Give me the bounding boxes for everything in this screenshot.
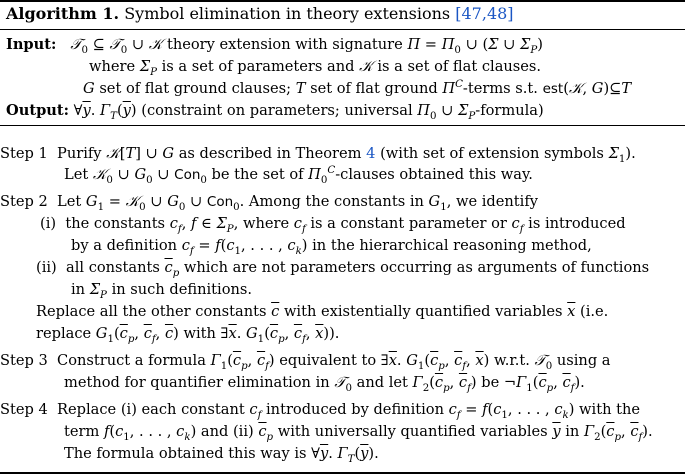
- step-2-text-b: . Among the constants in: [239, 193, 424, 210]
- step-3-text-g: be: [481, 374, 500, 391]
- step-1-text-e: Let: [64, 166, 89, 183]
- input-text-3c: -terms s.t.: [462, 80, 538, 97]
- step-4-text-c: with the: [579, 401, 641, 418]
- step-1-line-1: Step 1 Purify 𝒦[T] ∪ G as described in Theorem 4 (with set of extension symbols $\Sigma_1$).: [0, 145, 636, 165]
- step-4-text-g: in: [565, 423, 580, 440]
- step-2-replace-e: with: [183, 325, 216, 342]
- citation-48[interactable]: 48: [486, 4, 508, 23]
- cite-close: ]: [507, 4, 514, 23]
- step-2-replace-line-1: Replace all the other constants $\overline{c}$ with existentially quantified variables $\overline{x}$ (i.e.: [36, 303, 609, 320]
- input-line-2: where $\Sigma_P$ is a set of parameters and 𝒦 is a set of flat clauses.: [89, 58, 542, 78]
- input-line-3: G set of flat ground clauses; T set of flat ground $\Pi^C$-terms s.t. est(𝒦, G)⊆T: [83, 79, 632, 97]
- theorem-4-link[interactable]: 4: [366, 145, 376, 162]
- step-3-text-a: Construct a formula: [57, 352, 206, 369]
- input-text-3a: set of flat ground clauses;: [99, 80, 292, 97]
- input-text-2a: where: [89, 58, 136, 75]
- cite-open: [: [455, 4, 462, 23]
- step-2-i-line-1: (i) the constants $c_f$, f ∈ $\Sigma_P$, where $c_f$ is a constant parameter or $c_f$ is introduced: [40, 215, 626, 235]
- output-text-2: -formula): [475, 102, 544, 119]
- step-2-ii-text-c: in: [71, 281, 86, 298]
- header-rule: [0, 29, 685, 30]
- top-rule: [0, 0, 685, 2]
- input-text-2b: is a set of parameters and: [161, 58, 355, 75]
- citation-47[interactable]: 47: [461, 4, 482, 23]
- step-4-text-f: with universally quantified variables: [277, 423, 548, 440]
- step-2-replace-c: (i.e.: [580, 303, 609, 320]
- step-1-text-d: ).: [625, 145, 636, 162]
- input-text-1: theory extension with signature: [166, 36, 403, 53]
- step-2-text-a: Let: [57, 193, 82, 210]
- step-2-item-ii-marker: (ii): [36, 259, 57, 276]
- step-2-i-text-a: the constants: [65, 215, 166, 232]
- step-2-ii-line-1: (ii) all constants $\overline{c}_p$ which are not parameters occurring as arguments of functions: [36, 259, 650, 279]
- step-2-i-text-d: is introduced: [528, 215, 626, 232]
- output-label: Output:: [6, 102, 70, 119]
- step-2-ii-line-2: in $\Sigma_P$ in such definitions.: [71, 281, 253, 301]
- step-3-text-f: and let: [356, 374, 408, 391]
- input-text-3b: set of flat ground: [310, 80, 438, 97]
- step-3-text-e: method for quantifier elimination in: [64, 374, 330, 391]
- step-4-text-b: introduced by definition: [266, 401, 444, 418]
- step-1-text-a: Purify: [57, 145, 102, 162]
- step-4-text-i: The formula obtained this way is: [64, 445, 307, 462]
- step-3-text-h: .: [580, 374, 585, 391]
- step-4-text-h: .: [648, 423, 653, 440]
- step-3-text-b: equivalent to: [279, 352, 377, 369]
- step-1-text-f: be the set of: [211, 166, 304, 183]
- step-3-line-1: Step 3 Construct a formula $\Gamma_1(\overline{c}_p$, $\overline{c}_f$) equivalent to $\exists\overline{x}$. $G_1(\overline{c}_p$, $\overline{c}_f$, $\overline{x}$) w.r.t. 𝒯$_0$ using a: [0, 352, 611, 372]
- step-2-replace-a: Replace all the other constants: [36, 303, 267, 320]
- step-2-i-text-b: , where: [233, 215, 290, 232]
- output-text: (constraint on parameters; universal: [141, 102, 413, 119]
- step-1-text-g: -clauses obtained this way.: [335, 166, 533, 183]
- step-2-label: Step 2: [0, 193, 48, 210]
- input-line-1: Input: 𝒯$_0$ ⊆ 𝒯$_0$ ∪ 𝒦 theory extension with signature $\Pi = \Pi_0$ ∪ (Σ ∪ $\Sigma_P$): [6, 36, 543, 56]
- body-rule: [0, 125, 685, 126]
- step-1-text-b: as described in Theorem: [178, 145, 362, 162]
- algorithm-label: Algorithm 1.: [6, 4, 120, 23]
- step-2-i-line-2: by a definition $c_f = f(c_1$, . . . , $c_k$) in the hierarchical reasoning method,: [71, 237, 592, 257]
- step-2-line-1: Step 2 Let $G_1$ = 𝒦$_0$ ∪ $G_0$ ∪ Con$_0$. Among the constants in $G_1$, we identify: [0, 193, 538, 213]
- input-text-2c: is a set of flat clauses.: [377, 58, 542, 75]
- step-1-line-2: Let 𝒦$_0$ ∪ $G_0$ ∪ Con$_0$ be the set of $\Pi_0^C$-clauses obtained this way.: [64, 165, 533, 186]
- step-1-text-c: (with set of extension symbols: [380, 145, 604, 162]
- step-4-label: Step 4: [0, 401, 48, 418]
- step-3-text-d: using a: [556, 352, 611, 369]
- step-3-label: Step 3: [0, 352, 48, 369]
- input-label: Input:: [6, 36, 57, 53]
- step-4-line-1: Step 4 Replace (i) each constant $c_f$ introduced by definition $c_f = f(c_1$, . . . , $c_k$) with the: [0, 401, 641, 421]
- step-2-i-text-c: is a constant parameter or: [310, 215, 507, 232]
- algorithm-title-text: Symbol elimination in theory extensions: [124, 4, 451, 23]
- output-line: Output: $\forall\overline{y}$. $\Gamma_T(\overline{y})$ (constraint on parameters; universal $\Pi_0$ ∪ $\Sigma_P-formula$): [6, 102, 544, 122]
- step-3-line-2: method for quantifier elimination in 𝒯$_0$ and let $\Gamma_2(\overline{c}_p$, $\overline{c}_f$) be $\neg\Gamma_1(\overline{c}_p$, $\overline{c}_f$).: [64, 374, 585, 394]
- algorithm-title: [6, 3, 514, 25]
- step-2-ii-text-d: in such definitions.: [111, 281, 253, 298]
- step-2-ii-text-a: all constants: [66, 259, 160, 276]
- step-1-label: Step 1: [0, 145, 48, 162]
- step-2-replace-f: ).: [329, 325, 340, 342]
- cite-sep: ,: [481, 4, 487, 23]
- step-2-replace-line-2: replace $G_1(\overline{c}_p$, $\overline{c}_f$, $\overline{c}$) with $\exists\overline{x}$. $G_1(\overline{c}_p$, $\overline{c}_f$, $\overline{x}$)).: [36, 325, 340, 345]
- step-4-line-2: term $f(c_1$, . . . , $c_k$) and (ii) $\overline{c}_p$ with universally quantified variables $\overline{y}$ in $\Gamma_2(\overline{c}_p$, $\overline{c}_f$).: [64, 423, 653, 443]
- step-4-line-3: The formula obtained this way is $\forall\overline{y}$. $\Gamma_T(\overline{y})$.: [64, 445, 379, 465]
- step-2-i-text-e: by a definition: [71, 237, 178, 254]
- step-2-replace-d: replace: [36, 325, 92, 342]
- step-2-i-text-f: in the hierarchical reasoning method,: [312, 237, 592, 254]
- step-4-text-j: .: [374, 445, 379, 462]
- step-2-ii-text-b: which are not parameters occurring as arguments of functions: [183, 259, 650, 276]
- step-2-item-i-marker: (i): [40, 215, 57, 232]
- step-3-text-c: w.r.t.: [493, 352, 530, 369]
- step-2-text-c: , we identify: [446, 193, 538, 210]
- step-4-text-d: term: [64, 423, 100, 440]
- step-4-text-e: and (ii): [200, 423, 254, 440]
- bottom-rule: [0, 472, 685, 474]
- step-4-text-a: Replace (i) each constant: [57, 401, 245, 418]
- step-2-replace-b: with existentially quantified variables: [283, 303, 563, 320]
